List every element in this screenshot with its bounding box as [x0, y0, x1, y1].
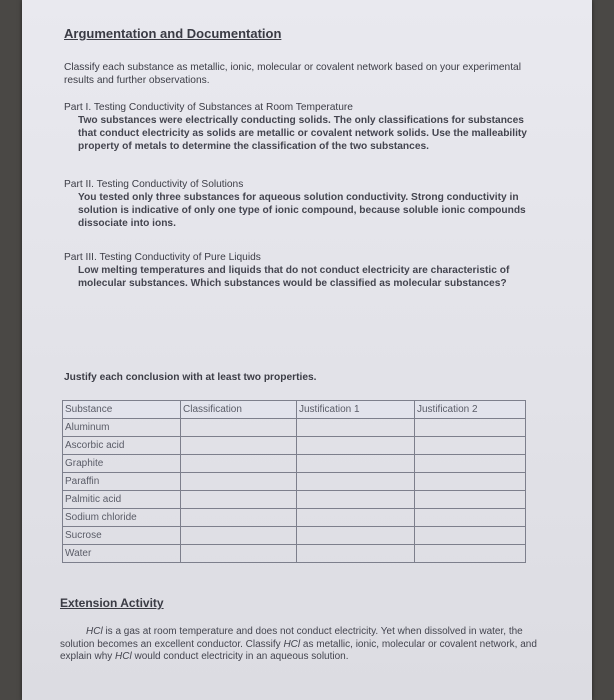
header-justification-1: Justification 1	[297, 401, 415, 419]
classification-cell[interactable]	[181, 491, 297, 509]
substance-cell: Sodium chloride	[63, 509, 181, 527]
justification-1-cell[interactable]	[297, 419, 415, 437]
justification-2-cell[interactable]	[415, 545, 526, 563]
substance-cell: Graphite	[63, 455, 181, 473]
justification-2-cell[interactable]	[415, 527, 526, 545]
table-row	[63, 545, 526, 563]
justification-1-cell[interactable]	[297, 455, 415, 473]
part-3	[64, 251, 544, 290]
extension-title: Extension Activity	[60, 596, 164, 610]
justification-2-cell[interactable]	[415, 419, 526, 437]
hcl-term: HCl	[115, 651, 132, 662]
classification-cell[interactable]	[181, 527, 297, 545]
justification-1-cell[interactable]	[297, 545, 415, 563]
justification-2-cell[interactable]	[415, 455, 526, 473]
table-row	[63, 491, 526, 509]
justification-2-cell[interactable]	[415, 437, 526, 455]
classification-cell[interactable]	[181, 473, 297, 491]
extension-text-3: would conduct electricity in an aqueous solution.	[131, 651, 349, 662]
classification-cell[interactable]	[181, 437, 297, 455]
substance-cell: Aluminum	[63, 419, 181, 437]
part-1	[64, 101, 544, 153]
header-classification: Classification	[181, 401, 297, 419]
table-header-row	[63, 401, 526, 419]
part-3-title: Part III. Testing Conductivity of Pure Liquids	[64, 252, 261, 263]
justification-1-cell[interactable]	[297, 509, 415, 527]
extension-text-1: is a gas at room temperature and does not conduct electricity. Yet when dissolved in water, the solution becomes an excellent conductor. Classify	[60, 626, 523, 650]
part-1-title: Part I. Testing Conductivity of Substances at Room Temperature	[64, 102, 353, 113]
substance-cell: Palmitic acid	[63, 491, 181, 509]
table-row	[63, 473, 526, 491]
part-1-body: Two substances were electrically conducting solids. The only classifications for substances that conduct electricity as solids are metallic or covalent network solids. Use the malleability property of metals to determine the classification of the two substances.	[78, 115, 527, 152]
hcl-term: HCl	[283, 638, 301, 650]
header-justification-2: Justification 2	[415, 401, 526, 419]
classification-cell[interactable]	[181, 419, 297, 437]
table-row	[63, 527, 526, 545]
justification-1-cell[interactable]	[297, 437, 415, 455]
justification-2-cell[interactable]	[415, 491, 526, 509]
extension-text-2: as metallic, ionic, molecular or covalent network, and explain why	[60, 638, 537, 662]
table-row	[63, 419, 526, 437]
justification-1-cell[interactable]	[297, 527, 415, 545]
part-3-body: Low melting temperatures and liquids that do not conduct electricity are characteristic of molecular substances. Which substances would be classified as molecular substances?	[78, 265, 510, 289]
header-substance: Substance	[63, 401, 181, 419]
classification-table	[62, 400, 526, 563]
classification-cell[interactable]	[181, 455, 297, 473]
section-heading: Argumentation and Documentation	[64, 26, 282, 41]
extension-body	[60, 626, 556, 664]
classification-cell[interactable]	[181, 509, 297, 527]
justification-1-cell[interactable]	[297, 473, 415, 491]
intro-paragraph: Classify each substance as metallic, ionic, molecular or covalent network based on your experimental results and further observations.	[64, 62, 521, 86]
hcl-term: HCl	[86, 626, 103, 637]
part-2-body: You tested only three substances for aqueous solution conductivity. Strong conductivity in solution is indicative of only one type of ionic compound, because soluble ionic compounds dissociate into ions.	[78, 192, 526, 229]
justification-1-cell[interactable]	[297, 491, 415, 509]
substance-cell: Sucrose	[63, 527, 181, 545]
table-row	[63, 437, 526, 455]
table-row	[63, 455, 526, 473]
classification-cell[interactable]	[181, 545, 297, 563]
substance-cell: Ascorbic acid	[63, 437, 181, 455]
substance-cell: Water	[63, 545, 181, 563]
justify-instruction: Justify each conclusion with at least two properties.	[64, 372, 317, 383]
worksheet-page	[22, 0, 592, 700]
justification-2-cell[interactable]	[415, 473, 526, 491]
part-2-title: Part II. Testing Conductivity of Solutions	[64, 179, 244, 190]
justification-2-cell[interactable]	[415, 509, 526, 527]
part-2	[64, 178, 544, 230]
substance-cell: Paraffin	[63, 473, 181, 491]
table-row	[63, 509, 526, 527]
